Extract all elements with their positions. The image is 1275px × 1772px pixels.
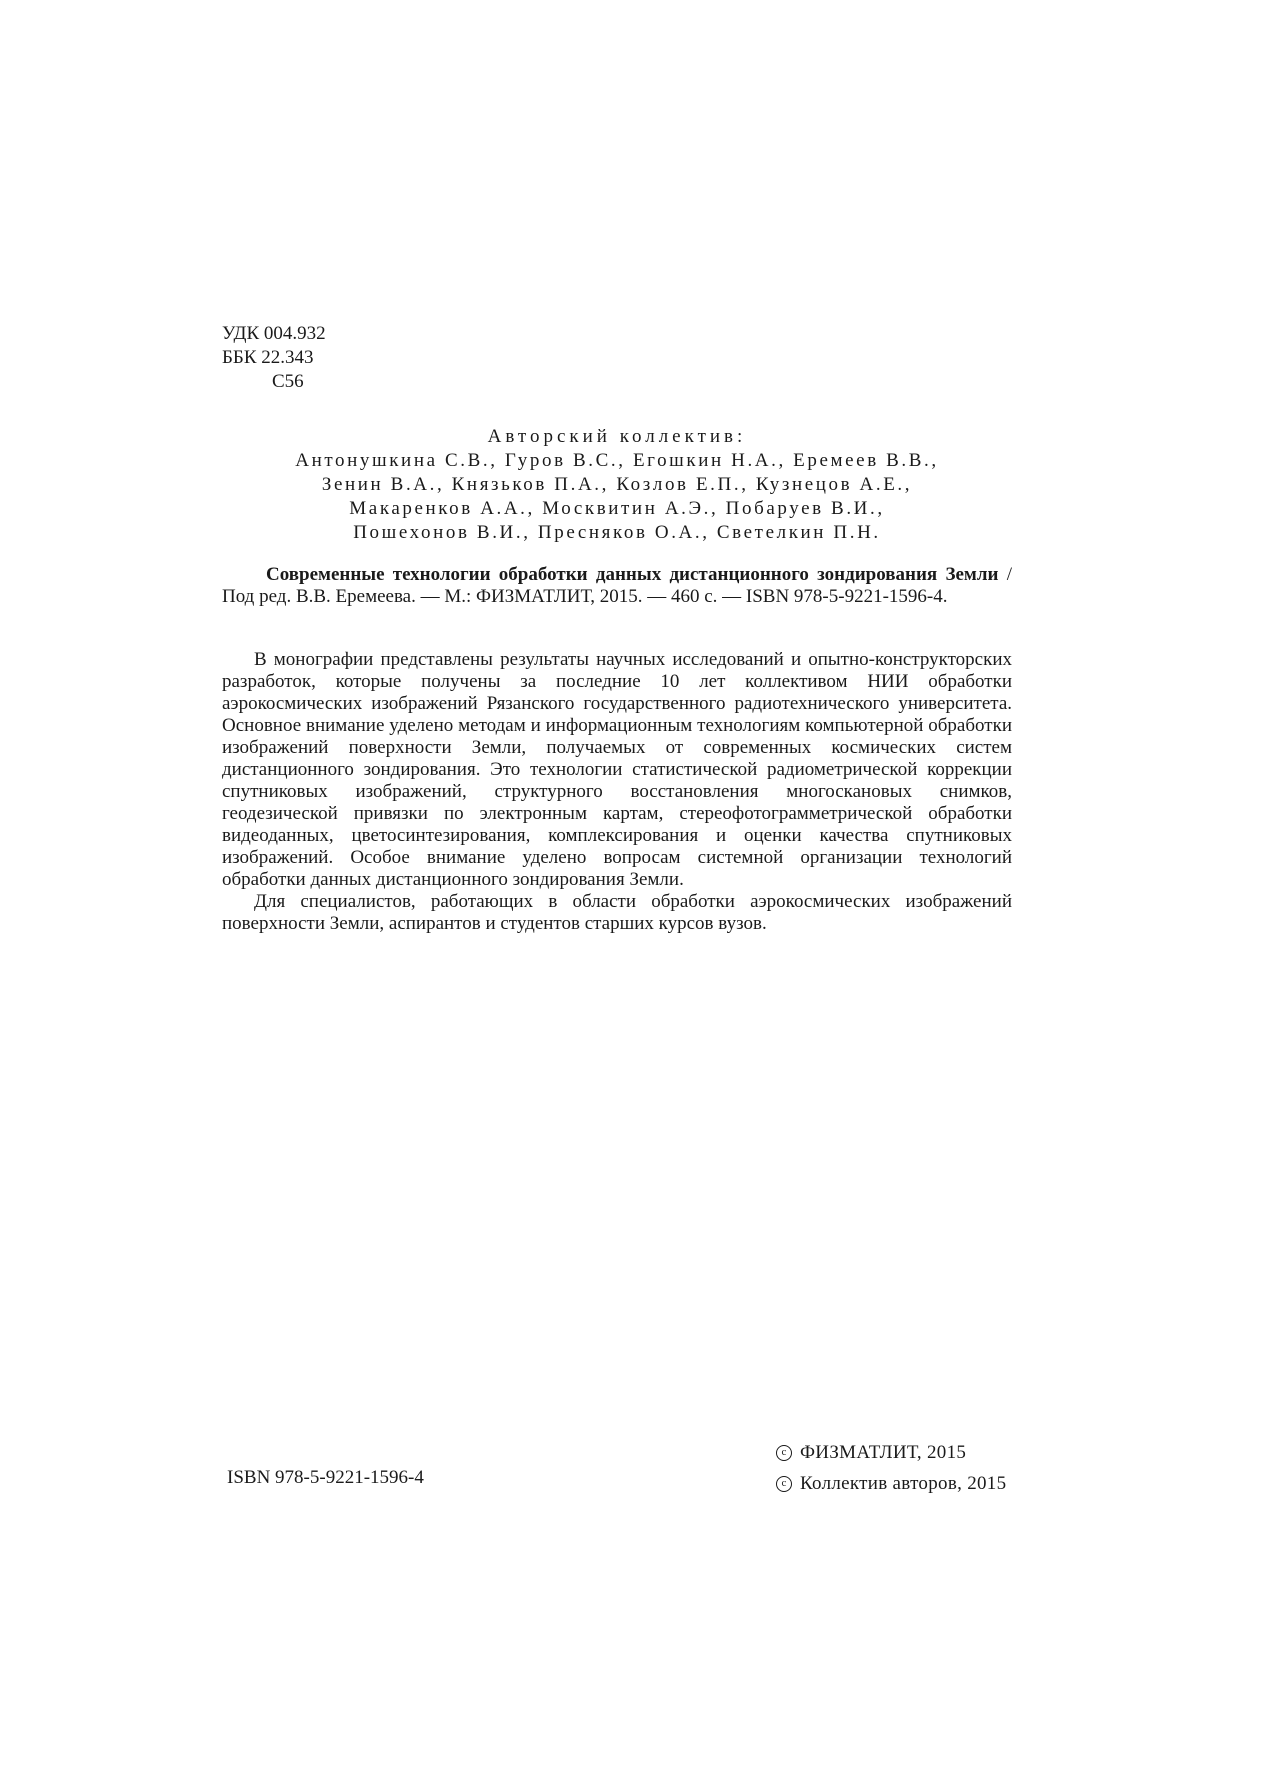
authors-line: Антонушкина С.В., Гуров В.С., Егошкин Н.А., Еремеев В.В., — [295, 450, 939, 471]
audience-paragraph: Для специалистов, работающих в области обработки аэрокосмических изображений поверхности Земли, аспирантов и студентов старших курсов вузов. — [222, 891, 1012, 934]
authors-line: Макаренков А.А., Москвитин А.Э., Побаруев В.И., — [349, 498, 885, 519]
copyright-block — [776, 1437, 1006, 1499]
author-mark-code: С56 — [272, 371, 304, 392]
isbn: ISBN 978-5-9221-1596-4 — [227, 1467, 424, 1488]
copyright-authors — [776, 1468, 1006, 1499]
bibliographic-details: / Под ред. В.В. Еремеева. — М.: ФИЗМАТЛИТ, 2015. — 460 с. — ISBN 978-5-9221-1596-4. — [222, 564, 1012, 607]
abstract-paragraph: В монографии представлены результаты научных исследований и опытно-конструкторских разработок, которые получены за последние 10 лет коллективом НИИ обработки аэрокосмических изображений Рязанского государственного радиотехнического университета. Основное внимание уделено методам и информационным технологиям компьютерной обработки изображений поверхности Земли, получаемых от современных космических систем дистанционного зондирования. Это технологии статистической радиометрической коррекции спутниковых изображений, структурного восстановления многоскановых снимков, геодезической привязки по электронным картам, стереофотограмметрической обработки видеоданных, цветосинтезирования, комплексирования и оценки качества спутниковых изображений. Особое внимание уделено вопросам системной организации технологий обработки данных дистанционного зондирования Земли. — [222, 649, 1012, 890]
copyright-icon: c — [776, 1476, 792, 1492]
copyright-publisher — [776, 1437, 1006, 1468]
authors-line: Зенин В.А., Князьков П.А., Козлов Е.П., Кузнецов А.Е., — [321, 474, 913, 495]
authors-line: Пошехонов В.И., Пресняков О.А., Светелкин П.Н. — [353, 522, 881, 543]
copyright-publisher-text: ФИЗМАТЛИТ, 2015 — [800, 1442, 967, 1463]
classification-codes — [222, 322, 326, 394]
author-collective — [222, 425, 1012, 545]
copyright-icon: c — [776, 1445, 792, 1461]
bbk-code: ББК 22.343 — [222, 347, 314, 368]
bibliographic-record — [222, 564, 1012, 607]
copyright-authors-text: Коллектив авторов, 2015 — [800, 1473, 1007, 1494]
authors-heading: Авторский коллектив: — [487, 426, 747, 447]
abstract — [222, 649, 1012, 935]
udk-code: УДК 004.932 — [222, 323, 326, 344]
book-title: Современные технологии обработки данных дистанционного зондирования Земли — [266, 564, 999, 585]
